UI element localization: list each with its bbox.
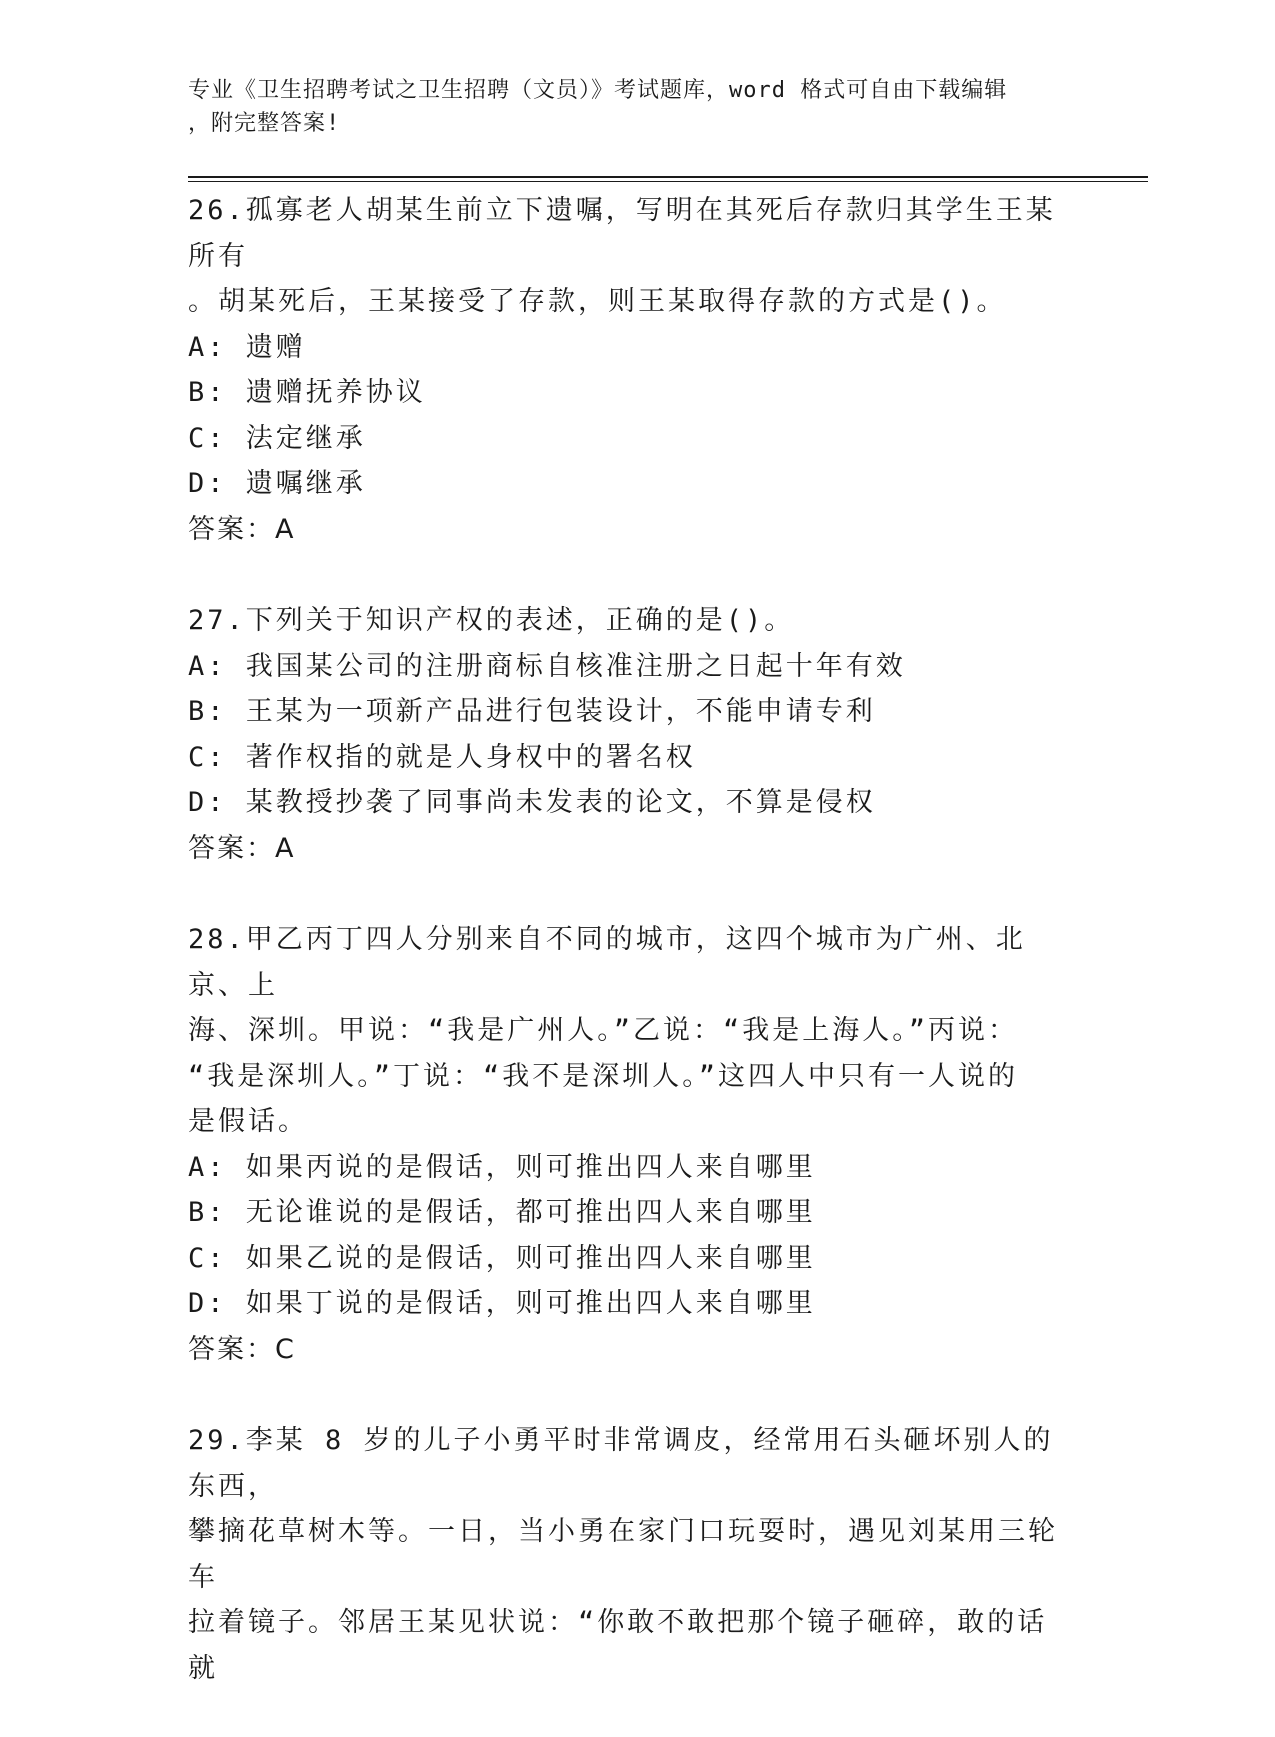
question-list <box>188 188 1068 1737</box>
option-c: C: 法定继承 <box>188 422 366 454</box>
option-a: A: 如果丙说的是假话，则可推出四人来自哪里 <box>188 1151 816 1183</box>
question-stem: 海、深圳。甲说：“我是广州人。”乙说：“我是上海人。”丙说： <box>188 1015 1019 1046</box>
option-d: D: 如果丁说的是假话，则可推出四人来自哪里 <box>188 1288 816 1319</box>
answer: 答案：A <box>188 832 296 864</box>
option-c: C: 如果乙说的是假话，则可推出四人来自哪里 <box>188 1242 816 1274</box>
header-line-1: 专业《卫生招聘考试之卫生招聘（文员）》考试题库，word 格式可自由下载编辑 <box>188 78 1008 103</box>
question-27 <box>188 598 1068 871</box>
header-line-2: ，附完整答案! <box>188 111 341 136</box>
question-stem: 29.李某 8 岁的儿子小勇平时非常调皮，经常用石头砸坏别人的东西， <box>188 1425 1054 1502</box>
option-c: C: 著作权指的就是人身权中的署名权 <box>188 741 696 773</box>
option-a: A: 我国某公司的注册商标自核准注册之日起十年有效 <box>188 650 906 682</box>
answer: 答案：A <box>188 513 296 545</box>
question-stem: 。胡某死后，王某接受了存款，则王某取得存款的方式是()。 <box>188 286 1007 317</box>
option-b: B: 无论谁说的是假话，都可推出四人来自哪里 <box>188 1197 816 1228</box>
option-d: D: 某教授抄袭了同事尚未发表的论文，不算是侵权 <box>188 787 876 818</box>
question-28 <box>188 917 1068 1372</box>
option-d: D: 遗嘱继承 <box>188 468 366 499</box>
question-stem: 26.孤寡老人胡某生前立下遗嘱，写明在其死后存款归其学生王某所有 <box>188 195 1056 272</box>
question-stem: 28.甲乙丙丁四人分别来自不同的城市，这四个城市为广州、北京、上 <box>188 924 1026 1001</box>
question-stem: 攀摘花草树木等。一日，当小勇在家门口玩耍时，遇见刘某用三轮车 <box>188 1516 1058 1593</box>
option-b: B: 王某为一项新产品进行包装设计，不能申请专利 <box>188 696 876 727</box>
question-29 <box>188 1418 1068 1691</box>
option-b: B: 遗赠抚养协议 <box>188 377 426 408</box>
header-divider-thick <box>188 176 1148 178</box>
document-header <box>188 74 1088 140</box>
question-stem: “我是深圳人。”丁说：“我不是深圳人。”这四人中只有一人说的 <box>188 1060 1019 1092</box>
question-26 <box>188 188 1068 552</box>
question-stem: 27.下列关于知识产权的表述，正确的是()。 <box>188 605 795 636</box>
option-a: A: 遗赠 <box>188 331 306 363</box>
header-divider-thin <box>188 181 1148 182</box>
question-stem: 是假话。 <box>188 1106 308 1137</box>
answer: 答案：C <box>188 1333 296 1365</box>
question-stem: 拉着镜子。邻居王某见状说：“你敢不敢把那个镜子砸碎，敢的话就 <box>188 1607 1048 1684</box>
